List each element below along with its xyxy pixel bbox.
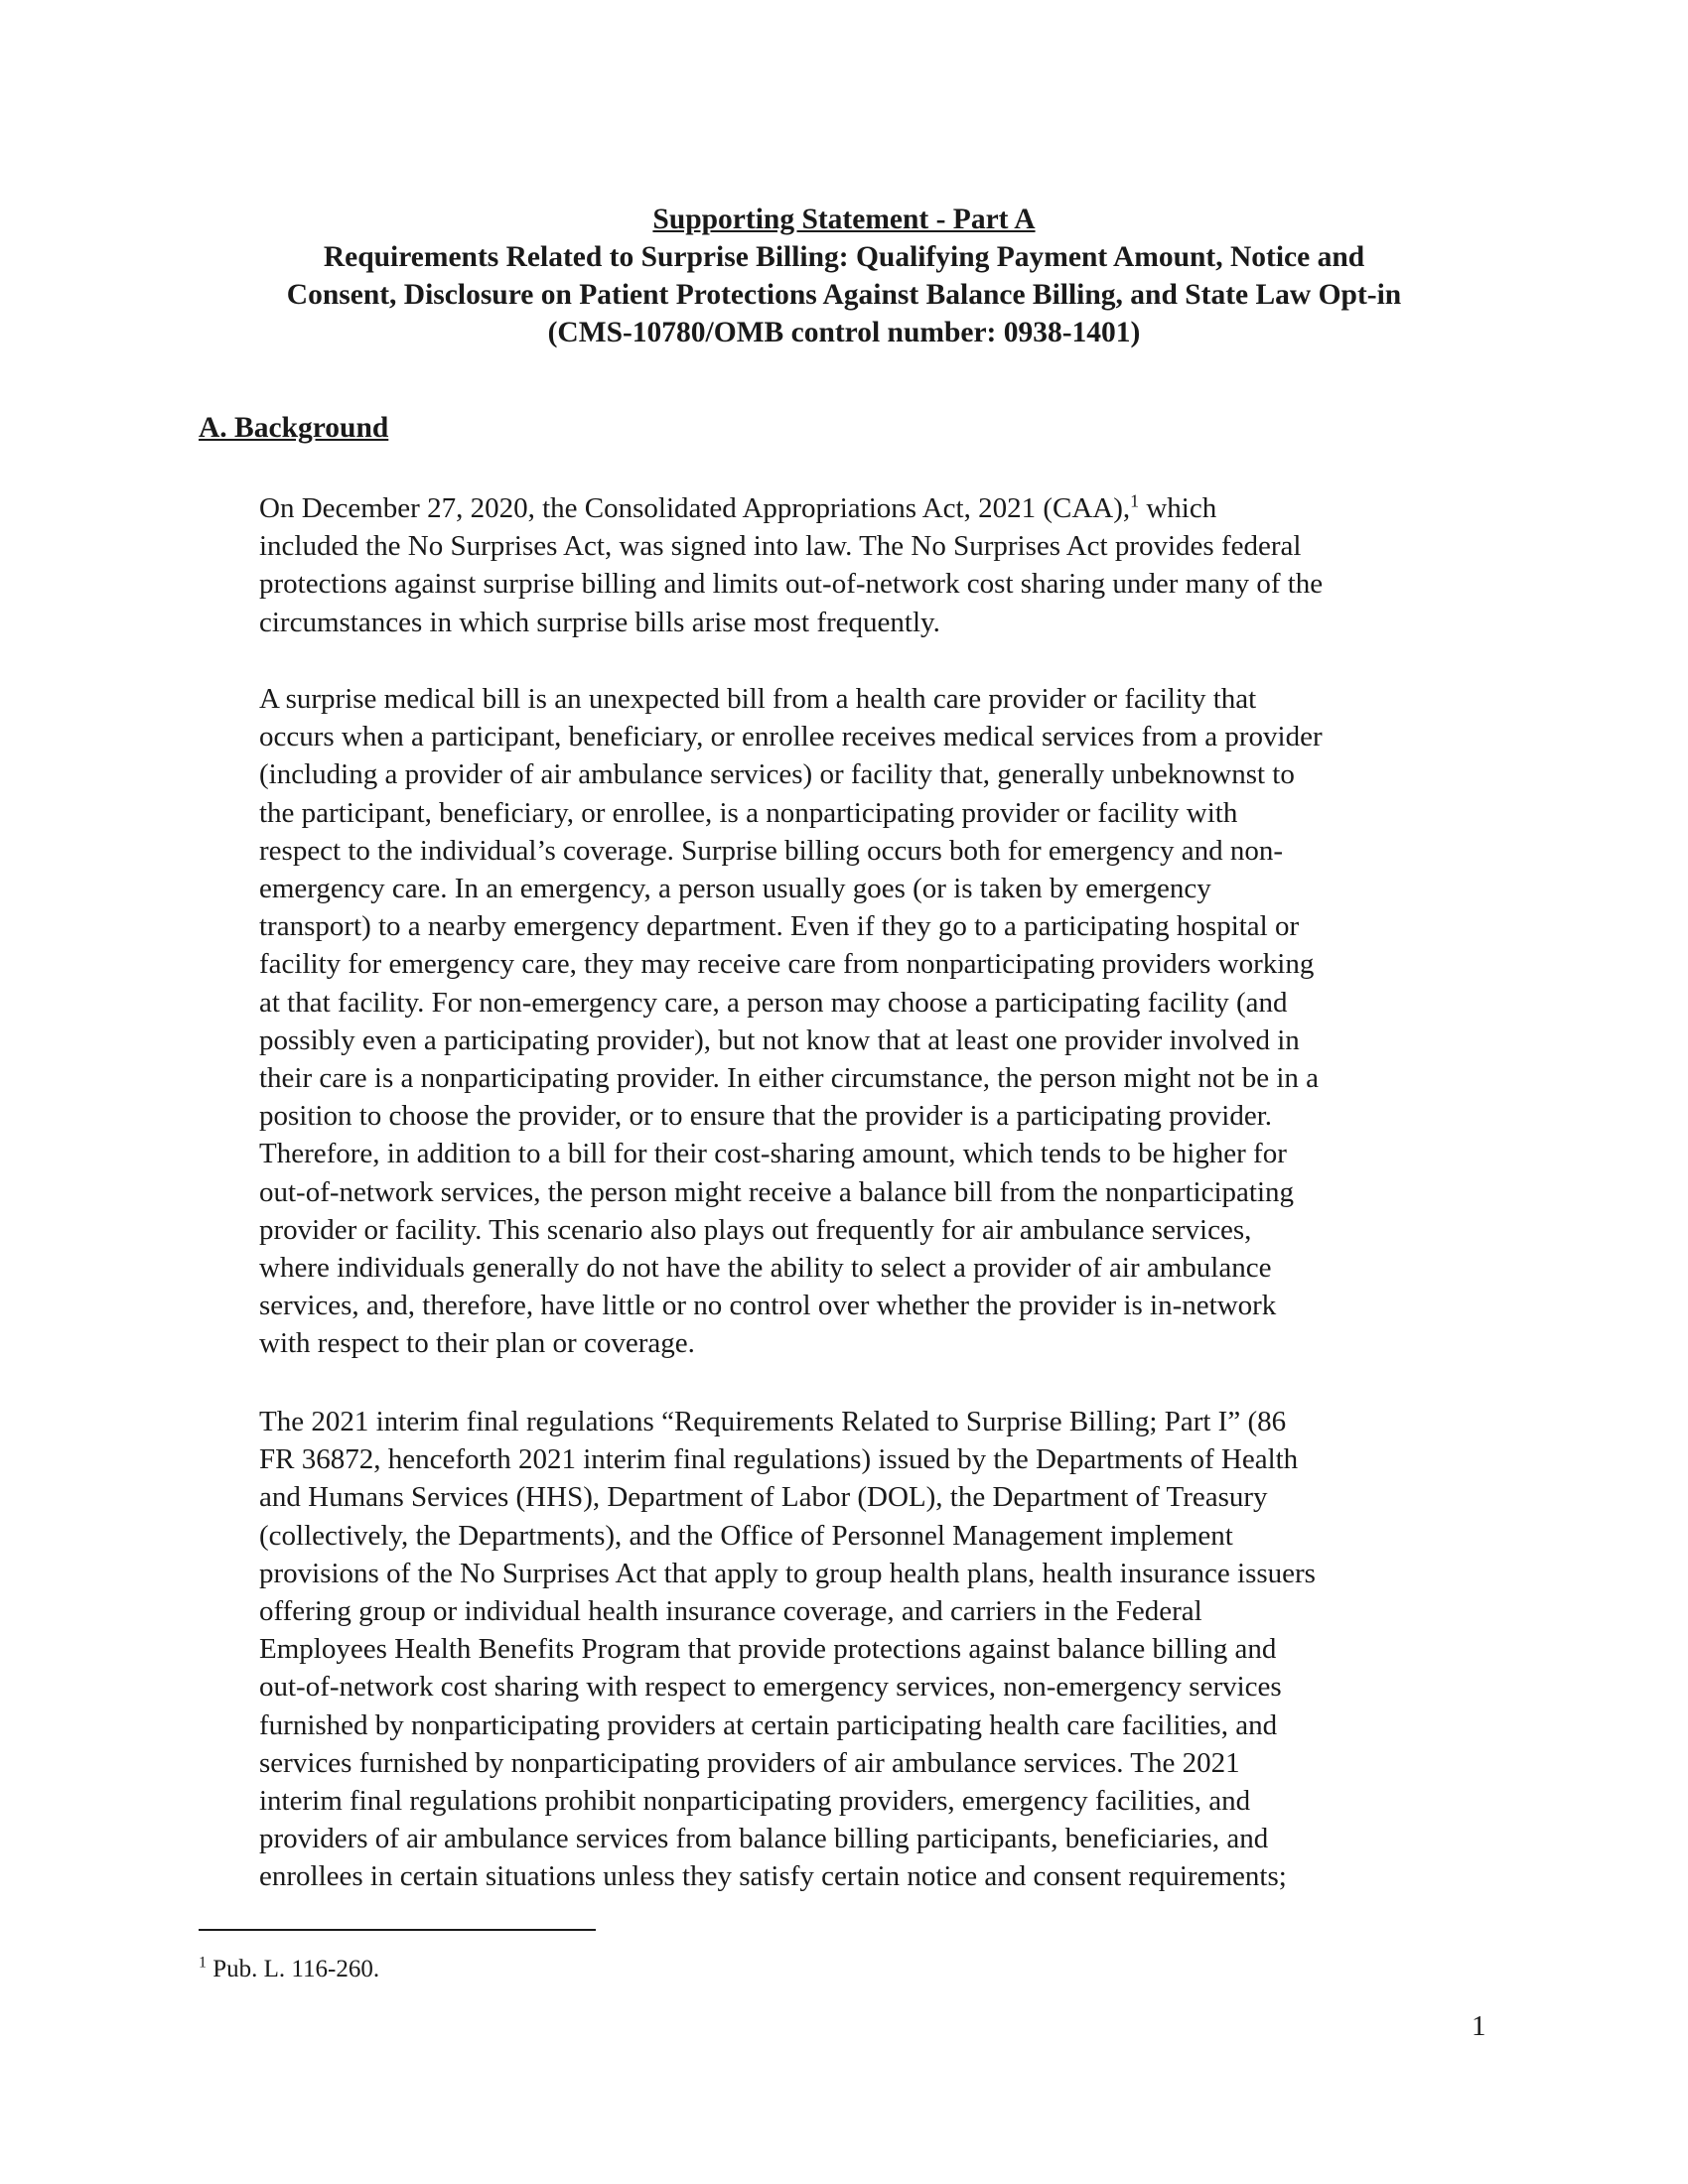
paragraph-line: services, and, therefore, have little or no control over whether the provider is in-network [259, 1290, 1277, 1322]
paragraph-line: providers of air ambulance services from balance billing participants, beneficiaries, and [259, 1823, 1269, 1855]
paragraph-1 [259, 489, 1490, 641]
paragraph-line: circumstances in which surprise bills arise most frequently. [259, 606, 940, 638]
paragraph-line: The 2021 interim final regulations “Requirements Related to Surprise Billing; Part I” (86 [259, 1406, 1287, 1437]
paragraph-line: at that facility. For non-emergency care, a person may choose a participating facility (and [259, 986, 1288, 1019]
control-number-line: (CMS-10780/OMB control number: 0938-1401) [547, 317, 1141, 348]
paragraph-line: transport) to a nearby emergency department. Even if they go to a participating hospital or [259, 910, 1300, 943]
paragraph-line: interim final regulations prohibit nonparticipating providers, emergency facilities, and [259, 1785, 1251, 1818]
paragraph-line: included the No Surprises Act, was signed into law. The No Surprises Act provides federal [259, 530, 1302, 563]
paragraph-line: possibly even a participating provider), but not know that at least one provider involved in [259, 1024, 1300, 1056]
footnote-divider [199, 1929, 596, 1931]
paragraph-line: occurs when a participant, beneficiary, or enrollee receives medical services from a provider [259, 721, 1323, 753]
paragraph-3 [259, 1403, 1490, 1896]
title-line-1: Requirements Related to Surprise Billing: Qualifying Payment Amount, Notice and [323, 241, 1365, 273]
paragraph-line: provisions of the No Surprises Act that apply to group health plans, health insurance issuers [259, 1557, 1316, 1589]
paragraph-line-text: On December 27, 2020, the Consolidated Appropriations Act, 2021 (CAA), [259, 492, 1131, 524]
paragraph-line: enrollees in certain situations unless they satisfy certain notice and consent requirements; [259, 1860, 1287, 1893]
paragraph-line: services furnished by nonparticipating providers of air ambulance services. The 2021 [259, 1746, 1240, 1779]
paragraph-2 [259, 680, 1490, 1363]
title-line-2: Consent, Disclosure on Patient Protections Against Balance Billing, and State Law Opt-in [286, 279, 1402, 311]
paragraph-line: offering group or individual health insurance coverage, and carriers in the Federal [259, 1595, 1202, 1628]
title-block [149, 201, 1539, 351]
paragraph-line-text: which [1139, 492, 1217, 524]
paragraph-line: (including a provider of air ambulance services) or facility that, generally unbeknownst to [259, 758, 1295, 791]
footnote-reference[interactable]: 1 [1130, 490, 1140, 511]
paragraph-line: facility for emergency care, they may receive care from nonparticipating providers working [259, 948, 1315, 981]
page-number: 1 [1472, 2010, 1486, 2042]
paragraph-line: position to choose the provider, or to ensure that the provider is a participating provider. [259, 1100, 1273, 1133]
paragraph-line: emergency care. In an emergency, a person usually goes (or is taken by emergency [259, 873, 1211, 905]
paragraph-line: (collectively, the Departments), and the Office of Personnel Management implement [259, 1519, 1233, 1552]
paragraph-line: and Humans Services (HHS), Department of Labor (DOL), the Department of Treasury [259, 1481, 1268, 1514]
part-heading: Supporting Statement - Part A [652, 204, 1036, 235]
paragraph-line: FR 36872, henceforth 2021 interim final regulations) issued by the Departments of Health [259, 1443, 1299, 1476]
paragraph-line: A surprise medical bill is an unexpected bill from a health care provider or facility that [259, 683, 1257, 715]
footnote [199, 1956, 379, 1983]
paragraph-line: the participant, beneficiary, or enrollee, is a nonparticipating provider or facility with [259, 796, 1238, 829]
footnote-marker: 1 [199, 1954, 207, 1972]
paragraph-line: where individuals generally do not have the ability to select a provider of air ambulance [259, 1252, 1272, 1285]
paragraph-line: furnished by nonparticipating providers at certain participating health care facilities, and [259, 1708, 1278, 1741]
paragraph-line: Therefore, in addition to a bill for their cost-sharing amount, which tends to be higher for [259, 1138, 1287, 1170]
paragraph-line: Employees Health Benefits Program that provide protections against balance billing and [259, 1633, 1277, 1666]
paragraph-line [259, 489, 1490, 527]
paragraph-line: with respect to their plan or coverage. [259, 1327, 695, 1360]
paragraph-line: provider or facility. This scenario also plays out frequently for air ambulance services, [259, 1213, 1252, 1246]
paragraph-line: their care is a nonparticipating provider. In either circumstance, the person might not be in a [259, 1062, 1319, 1095]
section-heading: A. Background [199, 412, 389, 444]
paragraph-line: out-of-network cost sharing with respect to emergency services, non-emergency services [259, 1671, 1282, 1704]
paragraph-line: protections against surprise billing and limits out-of-network cost sharing under many of the [259, 568, 1324, 601]
paragraph-line: out-of-network services, the person might receive a balance bill from the nonparticipating [259, 1175, 1295, 1208]
footnote-text: Pub. L. 116-260. [207, 1956, 380, 1982]
paragraph-line: respect to the individual’s coverage. Surprise billing occurs both for emergency and non- [259, 834, 1284, 867]
